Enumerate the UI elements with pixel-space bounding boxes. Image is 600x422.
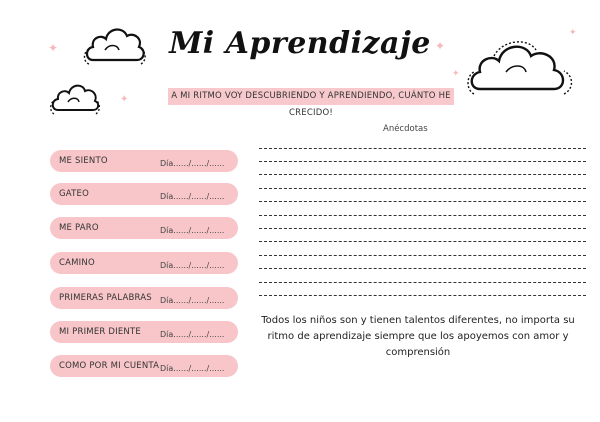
writing-line [259,188,586,189]
milestone-label: CAMINO [59,258,95,268]
milestone-date: Día....../....../...... [160,159,225,168]
cloud-icon [50,80,100,120]
writing-line [259,268,586,269]
milestone-row [50,355,238,377]
milestone-date: Día....../....../...... [160,330,225,339]
milestone-date: Día....../....../...... [160,296,225,305]
writing-line [259,228,586,229]
anecdotes-label: Anécdotas [383,124,428,134]
star-icon: ✦ [120,94,129,105]
milestone-label: ME PARO [59,223,99,233]
star-icon: ✦ [48,41,59,55]
writing-line [259,255,586,256]
page-title: Mi Aprendizaje [169,26,431,61]
quote-text: Todos los niños son y tienen talentos diferentes, no importa su ritmo de aprendizaje siempre que los apoyemos con amor y comprensión [261,315,575,358]
writing-line [259,174,586,175]
milestone-row [50,150,238,172]
milestone-label: ME SIENTO [59,156,108,166]
writing-line [259,295,586,296]
milestone-date: Día....../....../...... [160,226,225,235]
writing-line [259,161,586,162]
writing-line [259,148,586,149]
milestone-label: GATEO [59,189,89,199]
star-icon: ✦ [435,39,446,53]
cloud-icon [466,34,576,104]
star-icon: ✦ [569,28,577,38]
milestone-row [50,183,238,205]
cloud-icon [83,22,147,72]
milestone-row [50,287,238,309]
milestone-label: PRIMERAS PALABRAS [59,293,152,303]
milestone-date: Día....../....../...... [160,364,225,373]
writing-line [259,215,586,216]
milestone-row [50,321,238,343]
writing-line [259,282,586,283]
milestone-label: MI PRIMER DIENTE [59,327,141,337]
milestone-row [50,217,238,239]
milestone-date: Día....../....../...... [160,261,225,270]
writing-line [259,241,586,242]
subtitle-banner: A MI RITMO VOY DESCUBRIENDO Y APRENDIENDO, CUÁNTO HE CRECIDO! [168,88,454,105]
milestone-date: Día....../....../...... [160,192,225,201]
star-icon: ✦ [452,69,460,79]
writing-line [259,201,586,202]
milestone-label: COMO POR MI CUENTA [59,361,160,371]
milestone-row [50,252,238,274]
